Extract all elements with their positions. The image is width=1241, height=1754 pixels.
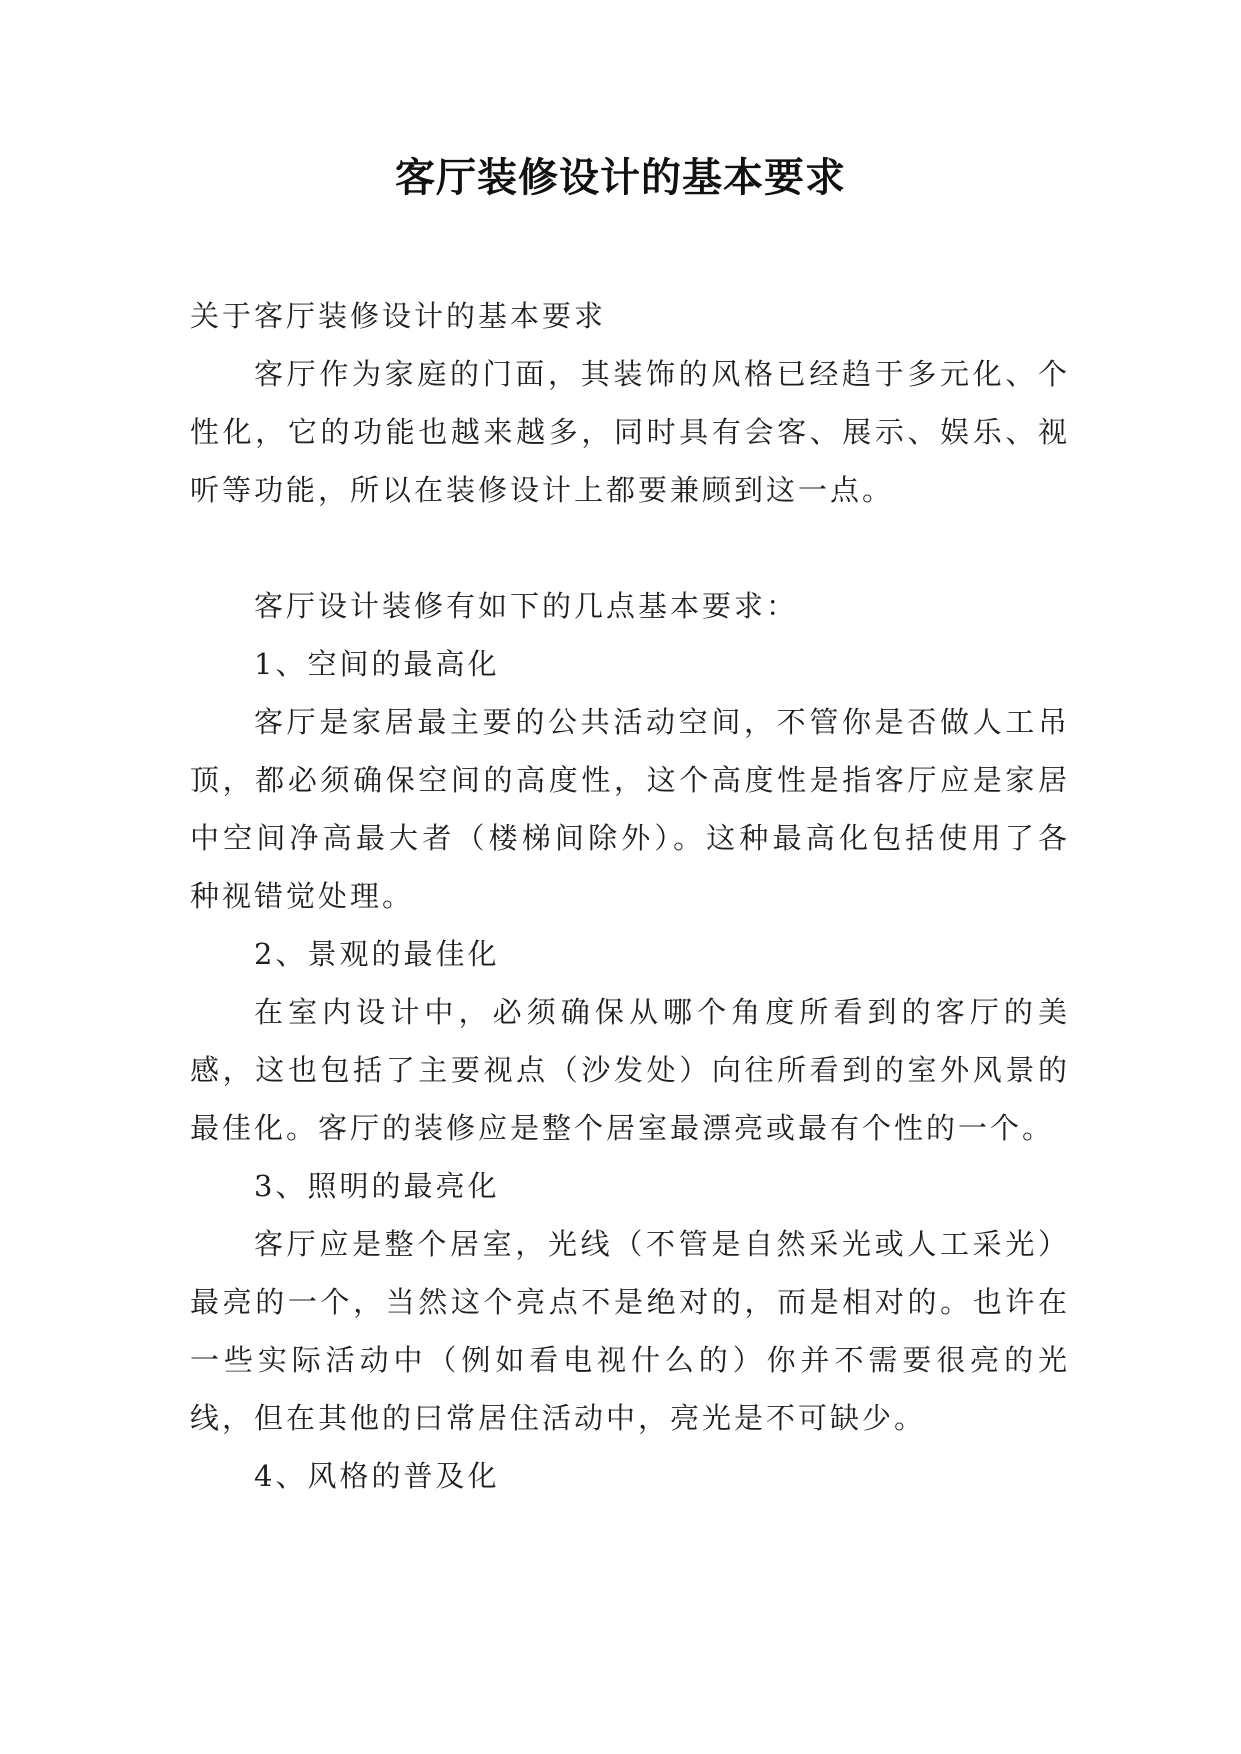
- section-heading-lighting: 3、照明的最亮化: [254, 1169, 500, 1203]
- document-subtitle: 关于客厅装修设计的基本要求: [190, 299, 607, 333]
- paragraph-intro: 客厅作为家庭的门面，其装饰的风格已经趋于多元化、个性化，它的功能也越来越多，同时具有会客、展示、娱乐、视听等功能，所以在装修设计上都要兼顾到这一点。: [190, 357, 1070, 507]
- section-heading-view: 2、景观的最佳化: [254, 937, 500, 971]
- paragraph-requirements-lead: 客厅设计装修有如下的几点基本要求：: [254, 589, 799, 623]
- paragraph-view: 在室内设计中，必须确保从哪个角度所看到的客厅的美感，这也包括了主要视点（沙发处）向往所看到的室外风景的最佳化。客厅的装修应是整个居室最漂亮或最有个性的一个。: [190, 995, 1070, 1145]
- document-body: [190, 287, 1070, 1505]
- section-heading-space: 1、空间的最高化: [254, 647, 500, 681]
- section-heading-style: 4、风格的普及化: [254, 1459, 500, 1493]
- document-title: 客厅装修设计的基本要求: [395, 155, 846, 201]
- paragraph-lighting: 客厅应是整个居室，光线（不管是自然采光或人工采光）最亮的一个，当然这个亮点不是绝对的，而是相对的。也许在一些实际活动中（例如看电视什么的）你并不需要很亮的光线，但在其他的曰常居住活动中，亮光是不可缺少。: [190, 1227, 1070, 1435]
- paragraph-space: 客厅是家居最主要的公共活动空间，不管你是否做人工吊顶，都必须确保空间的高度性，这个高度性是指客厅应是家居中空间净高最大者（楼梯间除外）。这种最高化包括使用了各种视错觉处理。: [190, 705, 1070, 913]
